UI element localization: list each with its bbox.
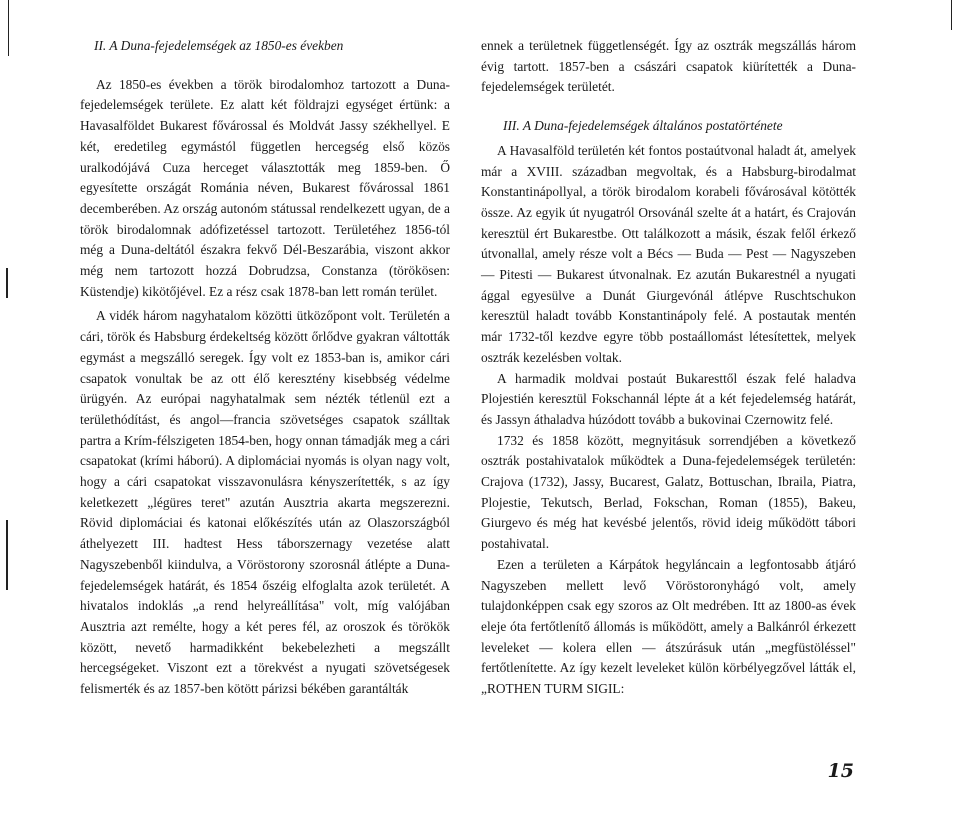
paragraph: 1732 és 1858 között, megnyitásuk sorrendjében a következő osztrák postahivatalok működtek a Duna-fejedelemségek területén: Crajova (1732), Jassy, Bucarest, Galatz, Bottuschan, Ibraila, Piatra, Plojestie, Tekutsch, Berlad, Fokschan, Roman (1855), Bakeu, Giurgevo és még hat kevésbé jelentős, rövid ideig működött tábori postahivatal. — [481, 432, 856, 552]
paragraph-continuation: ennek a területnek függetlenségét. Így az osztrák megszállás három évig tartott. 1857-ben a császári csapatok kiürítették a Duna-fejedelemségek területét. — [481, 38, 856, 95]
paragraph: Ezen a területen a Kárpátok hegyláncain a legfontosabb átjáró Nagyszeben mellett levő Vöröstoronyhágó volt, amely tulajdonképpen csak egy szoros az Olt medrében. Itt az 1800-as évek eleje óta fertőtlenítő állomás is működött, amely a Balkánról érkezett leveleket — kolera ellen — átszúrásuk után „megfüstöléssel" fertőtlenítette. Az így kezelt leveleket külön körbélyegzővel látták el, „ROTHEN TURM SIGIL: — [481, 556, 856, 697]
paragraph: A vidék három nagyhatalom közötti ütközőpont volt. Területén a cári, török és Habsburg érdekeltség között őrlődve gyakran váltották egymást a megszálló seregek. Így volt ez 1853-ban is, amikor cári csapatok vonultak be az ott élő keresztény kisebbség védelme ürügyén. Az európai nagyhatalmak sem nézték tétlenül ezt a területhódítást, és angol—francia szövetséges csapatok szálltak partra a Krím-félszigeten 1854-ben, hogy onnan támadják meg a cári csapatokat (krími háború). A diplomáciai nyomás is olyan nagy volt, hogy a cári csapatokat visszavonulásra kényszerítették, s az így keletkezett „légüres teret" azután Ausztria akarta megszerezni. Rövid diplomáciai és katonai előkészítés után az Olaszországból áthelyezett III. hadtest Hess táborszernagy vezetése alatt Nagyszebenből kiindulva, a Vöröstorony szorosnál átlépte a Duna-fejedelemségek határát, és 1854 őszéig elfoglalta azok területét. A hivatalos indoklás „a rend helyreállítása" volt, míg valójában Ausztria azt remélte, hogy a két peres fél, az oroszok és törökök között, nevető harmadikként bekebelezheti a megszállt hercegségeket. Viszont ezt a törekvést a nyugati szövetségesek felismerték és az 1857-ben kötött párizsi békében garantálták — [80, 308, 450, 697]
section-heading-iii: III. A Duna-fejedelemségek általános postatörténete — [503, 118, 783, 134]
section-heading-ii: II. A Duna-fejedelemségek az 1850-es években — [94, 38, 344, 53]
right-column — [481, 36, 856, 700]
scan-edge-mark-top — [8, 0, 9, 56]
scan-edge-mark-lower — [6, 520, 8, 590]
paragraph: A Havasalföld területén két fontos postaútvonal haladt át, amelyek már a XVIII. században megvoltak, és a Habsburg-birodalmat Konstantinápollyal, a török birodalom korabeli fővárosával kötötték össze. Az egyik út nyugatról Orsovánál szelte át a határt, és Crajován keresztül ért Bukarestbe. Ott találkozott a másik, észak felől érkező útvonallal, amely része volt a Bécs — Buda — Pest — Nagyszeben — Pitesti — Bukarest útvonalnak. Ez azután Bukarestnél a nyugati ággal egyesülve a Dunát Giurgevónál átlépve Ruschtschukon keresztül haladt tovább Konstantinápoly felé. A postautak mentén már 1732-től kezdve egyre több postaállomást létesítettek, melyek osztrák kezelésben voltak. — [481, 142, 856, 365]
paragraph: A harmadik moldvai postaút Bukaresttől észak felé haladva Plojestién keresztül Fokschannál lépte át a két fejedelemség határát, és Jassyn áthaladva húzódott tovább a bukovinai Czernowitz felé. — [481, 370, 856, 427]
paragraph: Az 1850-es években a török birodalomhoz tartozott a Duna-fejedelemségek területe. Ez alatt két földrajzi egységet értünk: a Havasalföldet Bukarest fővárossal és Moldvát Jassy székhellyel. E két, eredetileg egymástól független hercegség első közös uralkodójává Cuza herceget választották meg 1859-ben. Ő egyesítette országát Románia néven, Bukarest fővárossal 1861 decemberében. Az ország autonóm státussal rendelkezett ugyan, de a török birodalomnak adófizetéssel tartozott. Területéhez 1856-tól még a Duna-deltától északra fekvő Dél-Beszarábia, viszont akkor még nem tartozott hozzá Dobrudzsa, Constanza (törökösen: Küstendje) kikötőjével. Ez a rész csak 1878-ban lett román terület. — [80, 76, 450, 299]
scan-edge-mark-right — [951, 0, 952, 30]
scan-edge-mark-middle — [6, 268, 8, 298]
page-number: 15 — [827, 760, 854, 782]
left-column — [80, 36, 450, 700]
